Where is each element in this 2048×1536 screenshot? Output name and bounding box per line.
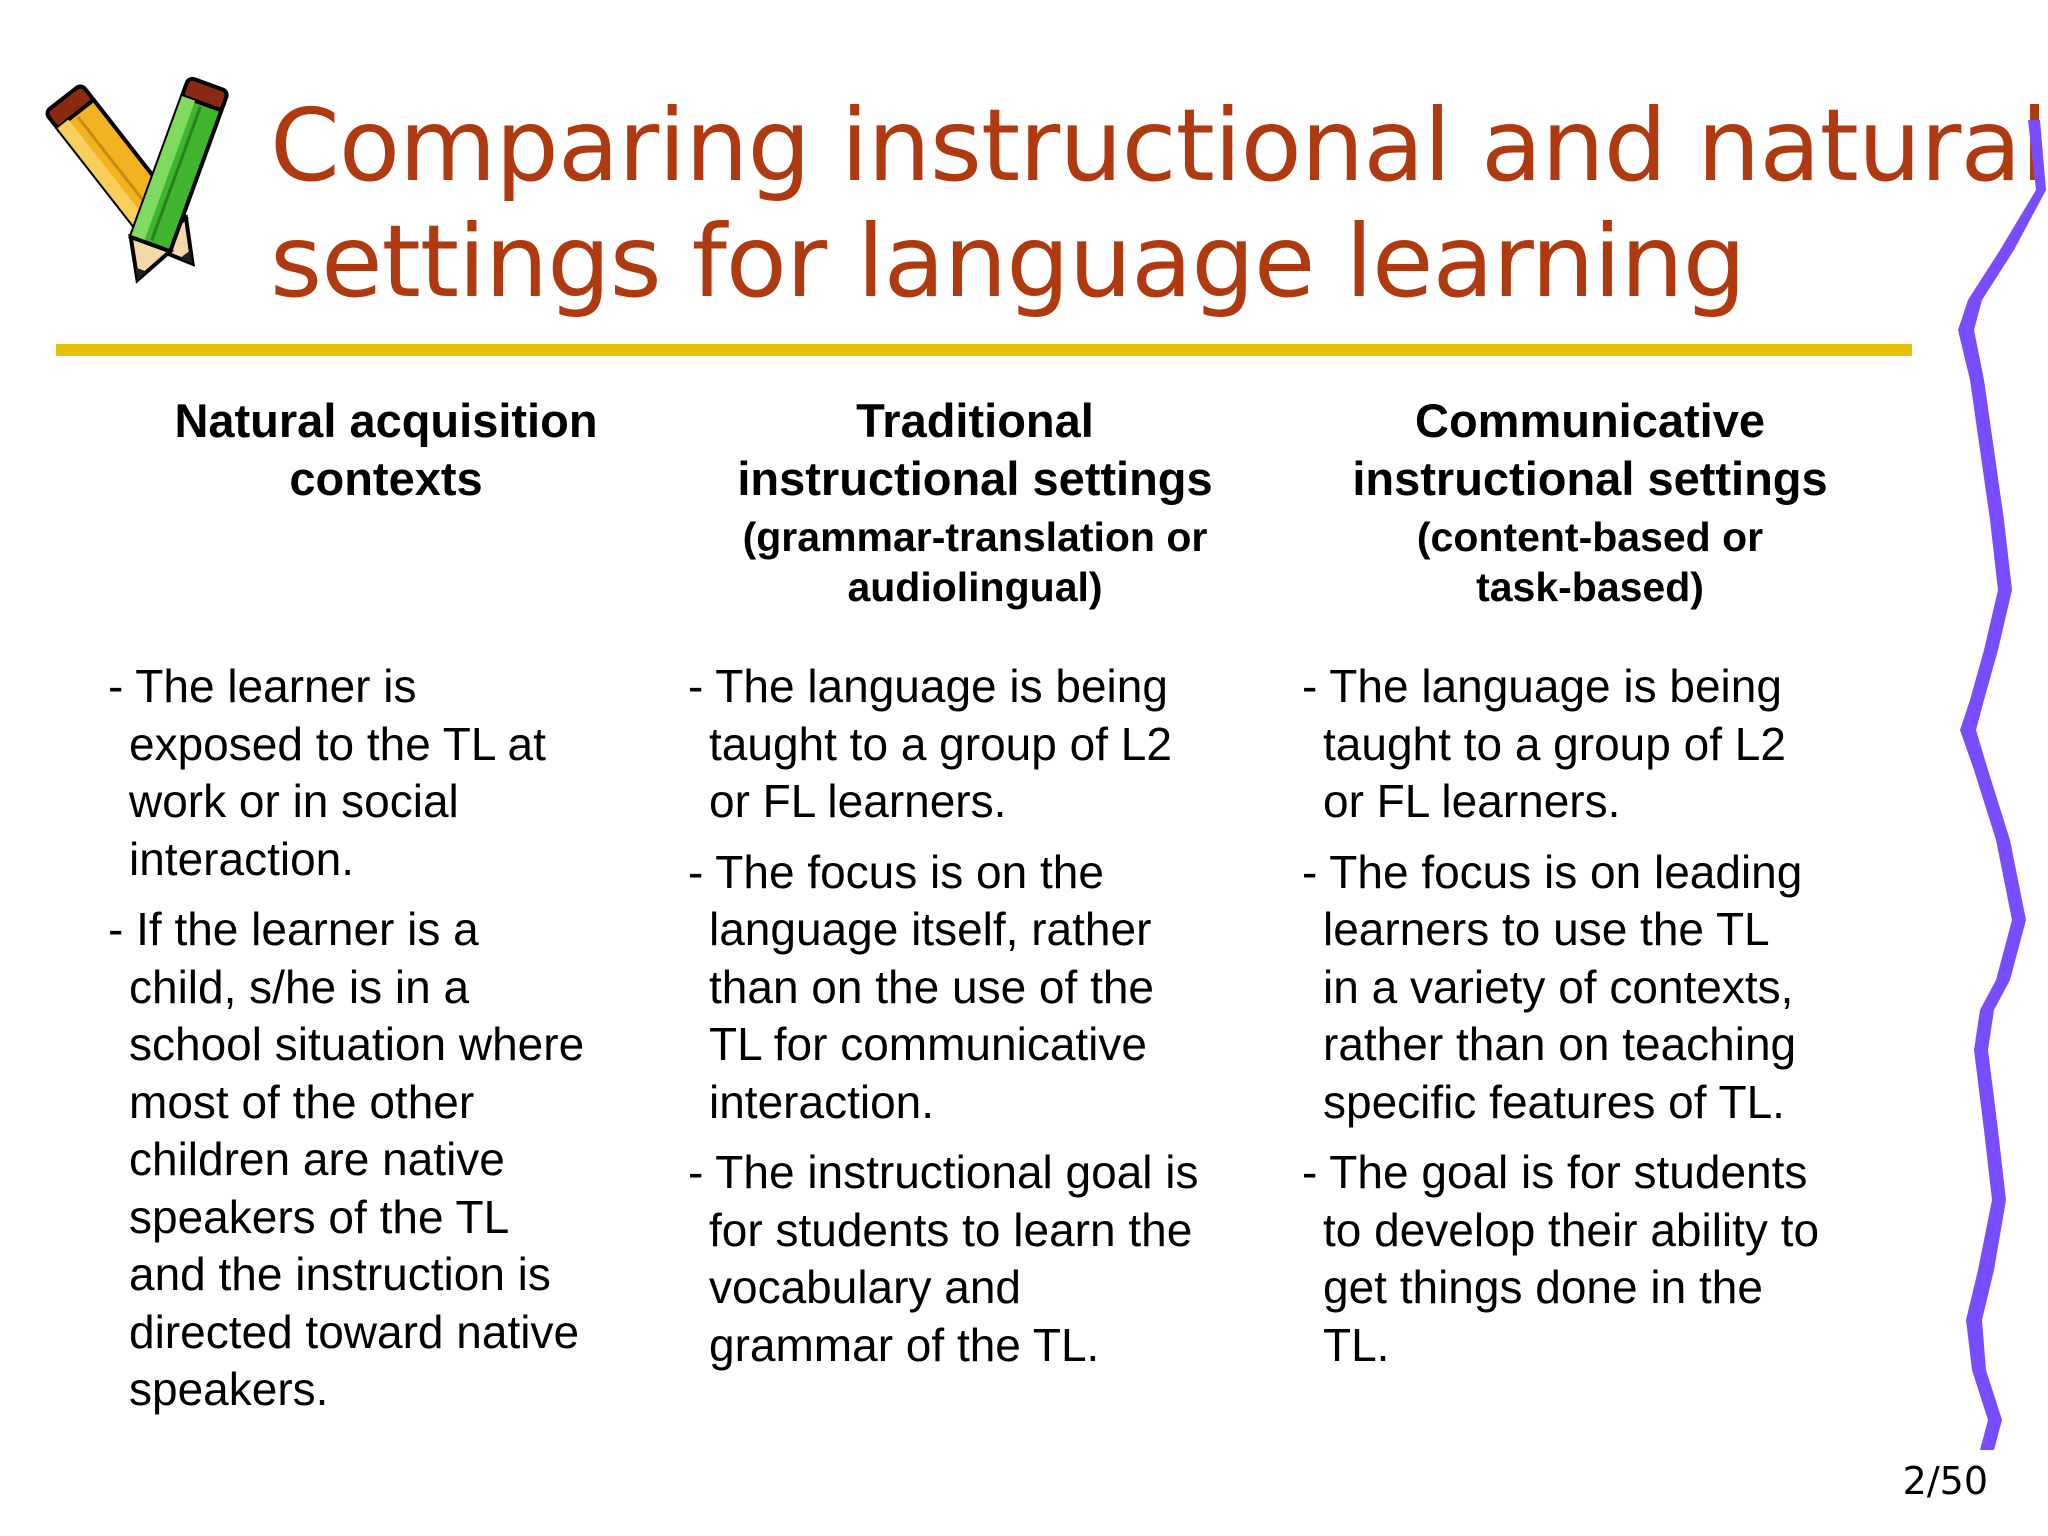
bullet-line: rather than on teaching xyxy=(1323,1018,1797,1070)
bullet-line: for students to learn the xyxy=(709,1203,1193,1256)
subheading-line: task-based) xyxy=(1476,564,1704,610)
bullet-line: in a variety of contexts, xyxy=(1323,960,1794,1013)
column-subheading xyxy=(1275,512,1905,612)
heading-line: instructional settings xyxy=(1352,452,1828,505)
column-communicative-instruction-heading xyxy=(1275,392,1905,612)
heading-line: Traditional xyxy=(856,394,1094,447)
heading-line: contexts xyxy=(289,452,483,505)
column-heading xyxy=(1275,392,1905,508)
communicative-instruction-bullet-list xyxy=(1302,658,1902,1387)
bullet-item xyxy=(108,901,668,1419)
slide-title-line-2: settings for language learning xyxy=(270,203,1746,320)
bullet-line: school situation where xyxy=(129,1018,585,1070)
heading-line: Communicative xyxy=(1415,394,1765,447)
bullet-line: - The focus is on leading xyxy=(1302,845,1803,898)
subheading-line: (content-based or xyxy=(1416,514,1764,560)
bullet-line: and the instruction is xyxy=(129,1248,551,1300)
bullet-item xyxy=(688,1144,1288,1374)
bullet-line: TL for communicative xyxy=(709,1018,1147,1070)
page-number: 2/50 xyxy=(1902,1459,1988,1503)
natural-acquisition-bullet-list xyxy=(108,658,668,1432)
bullet-line: - The goal is for students xyxy=(1302,1146,1808,1198)
column-traditional-instruction-heading xyxy=(665,392,1285,612)
bullet-line: - The language is being xyxy=(1302,660,1782,712)
bullet-line: - The instructional goal is xyxy=(688,1146,1199,1198)
bullet-line: grammar of the TL. xyxy=(709,1318,1100,1371)
squiggle-border-decoration xyxy=(1940,120,2048,1450)
bullet-line: to develop their ability to xyxy=(1323,1203,1820,1256)
title-divider xyxy=(56,344,1912,356)
bullet-line: exposed to the TL at xyxy=(129,717,546,770)
bullet-line: specific features of TL. xyxy=(1323,1075,1785,1128)
bullet-line: - The language is being xyxy=(688,660,1168,712)
bullet-line: TL. xyxy=(1323,1318,1390,1371)
traditional-instruction-bullet-list xyxy=(688,658,1288,1387)
bullet-line: work or in social xyxy=(129,775,459,827)
subheading-line: audiolingual) xyxy=(847,564,1103,610)
bullet-item xyxy=(688,658,1288,831)
bullet-line: - The focus is on the xyxy=(688,845,1104,898)
bullet-line: interaction. xyxy=(709,1075,935,1128)
bullet-line: most of the other xyxy=(129,1075,475,1128)
pencils-checkmark-icon xyxy=(26,76,260,302)
squiggle-shape xyxy=(1958,120,2046,1450)
bullet-line: speakers of the TL xyxy=(129,1190,510,1243)
bullet-line: get things done in the xyxy=(1323,1261,1763,1313)
bullet-item xyxy=(1302,1144,1902,1374)
column-heading xyxy=(86,392,686,508)
bullet-item xyxy=(1302,844,1902,1132)
bullet-item xyxy=(108,658,668,888)
bullet-line: taught to a group of L2 xyxy=(709,717,1172,770)
bullet-line: learners to use the TL xyxy=(1323,903,1770,955)
bullet-line: than on the use of the xyxy=(709,960,1155,1013)
slide-title-line-1: Comparing instructional and natural xyxy=(270,87,2048,204)
bullet-item xyxy=(688,844,1288,1132)
column-natural-acquisition-heading xyxy=(86,392,686,508)
bullet-line: children are native xyxy=(129,1133,505,1185)
bullet-line: interaction. xyxy=(129,832,355,885)
bullet-line: vocabulary and xyxy=(709,1261,1021,1313)
bullet-line: - If the learner is a xyxy=(108,903,479,955)
heading-line: instructional settings xyxy=(737,452,1213,505)
heading-line: Natural acquisition xyxy=(174,394,598,447)
bullet-line: or FL learners. xyxy=(1323,775,1621,827)
bullet-item xyxy=(1302,658,1902,831)
slide-title xyxy=(270,87,2048,320)
bullet-line: taught to a group of L2 xyxy=(1323,717,1786,770)
column-subheading xyxy=(665,512,1285,612)
bullet-line: directed toward native xyxy=(129,1305,580,1358)
bullet-line: language itself, rather xyxy=(709,903,1152,955)
bullet-line: or FL learners. xyxy=(709,775,1007,827)
bullet-line: child, s/he is in a xyxy=(129,960,470,1013)
subheading-line: (grammar-translation or xyxy=(742,514,1208,560)
column-heading xyxy=(665,392,1285,508)
bullet-line: - The learner is xyxy=(108,660,417,712)
bullet-line: speakers. xyxy=(129,1363,329,1415)
